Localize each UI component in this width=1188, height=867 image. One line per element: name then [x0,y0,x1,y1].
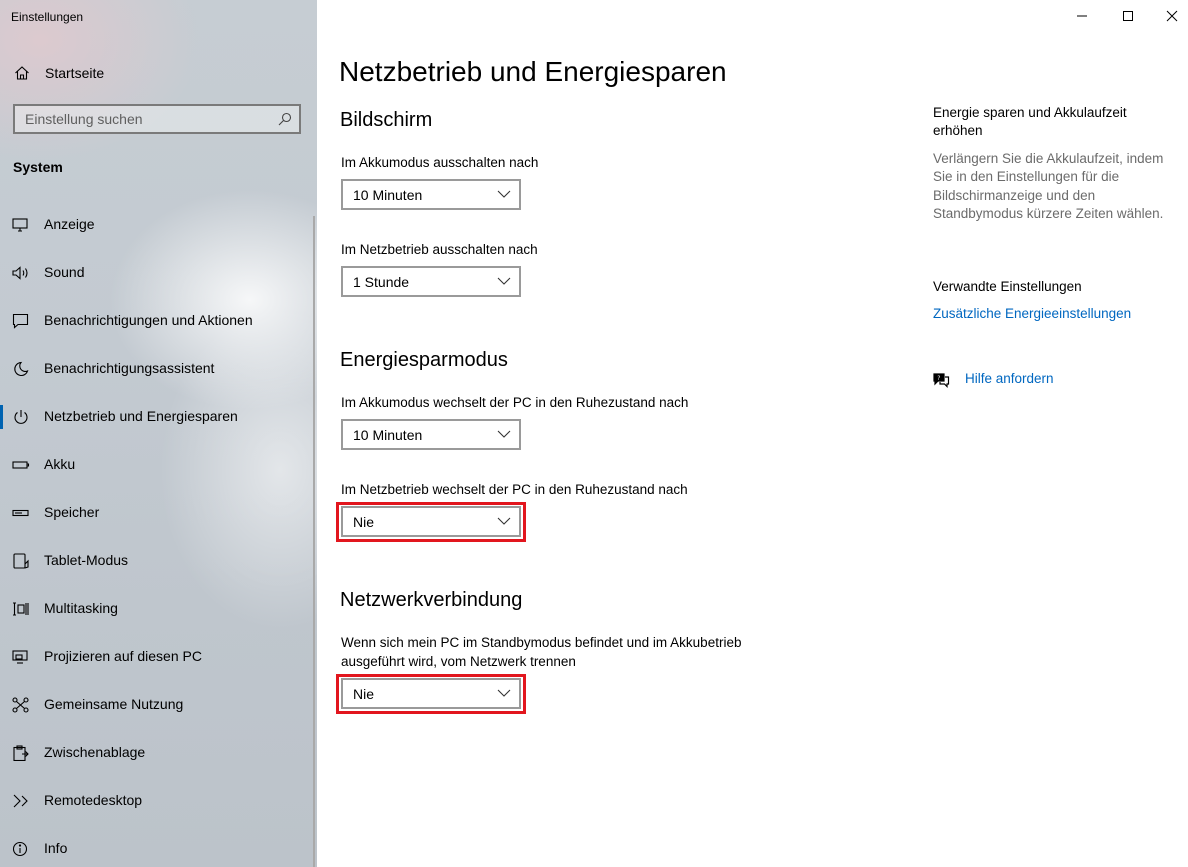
sidebar-item-speicher[interactable] [0,493,312,533]
dropdown-screen-power[interactable] [341,266,521,297]
dropdown-sleep-power[interactable] [341,506,521,537]
sidebar-item-label: Benachrichtigungen und Aktionen [44,312,253,328]
label-sleep-power: Im Netzbetrieb wechselt der PC in den Ruhezustand nach [341,482,688,497]
sidebar-item-label: Info [44,840,68,856]
sidebar-item-label: Anzeige [44,216,95,232]
sidebar-item-projizieren[interactable] [0,637,312,677]
dropdown-value: Nie [353,514,375,530]
sidebar-item-benachrichtigungsassistent[interactable] [0,349,312,389]
speaker-icon [12,265,30,281]
info-icon [12,841,30,857]
sidebar-item-tablet-modus[interactable] [0,541,312,581]
section-title-netzwerkverbindung: Netzwerkverbindung [340,589,523,611]
dropdown-sleep-battery[interactable] [341,419,521,450]
multitasking-icon [12,601,30,617]
tip-desc-line: Verlängern Sie die Akkulaufzeit, indem [933,151,1164,166]
label-sleep-battery: Im Akkumodus wechselt der PC in den Ruhezustand nach [341,395,689,410]
sidebar-item-label: Netzbetrieb und Energiesparen [44,408,238,424]
tip-title-line1: Energie sparen und Akkulaufzeit [933,105,1127,120]
dropdown-value: 10 Minuten [353,187,423,203]
sidebar-item-label: Sound [44,264,85,280]
search-icon[interactable] [278,112,292,126]
category-label: System [13,159,63,175]
share-icon [12,697,30,713]
home-icon [14,65,30,81]
sidebar-item-akku[interactable] [0,445,312,485]
tip-desc-line: Bildschirmanzeige und den [933,188,1096,203]
display-icon [12,217,30,233]
sidebar-item-info[interactable] [0,829,312,867]
dropdown-value: 10 Minuten [353,427,423,443]
sidebar-item-label: Remotedesktop [44,792,143,808]
sidebar-item-sound[interactable] [0,253,312,293]
maximize-button[interactable] [1104,0,1152,32]
chevron-down-icon [497,688,511,698]
section-title-energiesparmodus: Energiesparmodus [340,349,508,371]
sidebar-item-gemeinsame-nutzung[interactable] [0,685,312,725]
sidebar-item-label: Benachrichtigungsassistent [44,360,215,376]
chevron-down-icon [497,189,511,199]
related-settings-title: Verwandte Einstellungen [933,279,1082,294]
sidebar [0,0,317,867]
battery-icon [12,457,30,473]
sidebar-item-label: Tablet-Modus [44,552,129,568]
sidebar-item-home[interactable] [0,56,317,90]
clipboard-icon [12,745,30,761]
storage-icon [12,505,30,521]
minimize-icon [1076,10,1088,22]
sidebar-item-label: Akku [44,456,76,472]
dropdown-network-standby[interactable] [341,678,521,709]
sidebar-item-label: Startseite [45,65,105,81]
app-title: Einstellungen [11,10,84,24]
label-network-line2: ausgeführt wird, vom Netzwerk trennen [341,654,576,669]
sidebar-item-label: Zwischenablage [44,744,146,760]
tip-desc-line: Standbymodus kürzere Zeiten wählen. [933,206,1164,221]
dropdown-screen-battery[interactable] [341,179,521,210]
help-label: Hilfe anfordern [965,371,1054,386]
sidebar-scrollbar[interactable] [313,216,315,867]
chevron-down-icon [497,429,511,439]
tip-title-line2: erhöhen [933,123,983,138]
sidebar-item-label: Projizieren auf diesen PC [44,648,202,664]
section-title-bildschirm: Bildschirm [340,109,433,131]
label-screen-battery: Im Akkumodus ausschalten nach [341,155,539,170]
dropdown-value: Nie [353,686,375,702]
sidebar-item-anzeige[interactable] [0,205,312,245]
maximize-icon [1122,10,1134,22]
dropdown-value: 1 Stunde [353,274,410,290]
sidebar-item-label: Gemeinsame Nutzung [44,696,184,712]
sidebar-item-remotedesktop[interactable] [0,781,312,821]
sidebar-item-benachrichtigungen[interactable] [0,301,312,341]
tablet-icon [12,553,30,569]
close-icon [1166,10,1178,22]
notification-icon [12,313,30,329]
help-chat-icon [932,372,950,388]
additional-power-settings-link[interactable]: Zusätzliche Energieeinstellungen [933,306,1132,321]
chevron-down-icon [497,516,511,526]
sidebar-item-multitasking[interactable] [0,589,312,629]
sidebar-item-label: Speicher [44,504,100,520]
tip-desc-line: Sie in den Einstellungen für die [933,169,1120,184]
chevron-down-icon [497,276,511,286]
sidebar-item-label: Multitasking [44,600,118,616]
sidebar-item-zwischenablage[interactable] [0,733,312,773]
label-screen-power: Im Netzbetrieb ausschalten nach [341,242,538,257]
sidebar-item-netzbetrieb[interactable] [0,397,312,437]
label-network-line1: Wenn sich mein PC im Standbymodus befindet und im Akkubetrieb [341,635,742,650]
search-input[interactable] [15,106,299,132]
search-box[interactable] [13,104,301,134]
project-icon [12,649,30,665]
close-button[interactable] [1148,0,1188,32]
svg-text:?: ? [937,375,941,382]
minimize-button[interactable] [1058,0,1106,32]
page-title: Netzbetrieb und Energiesparen [339,56,727,87]
remote-icon [12,793,30,809]
moon-icon [12,361,30,377]
power-icon [12,409,30,425]
